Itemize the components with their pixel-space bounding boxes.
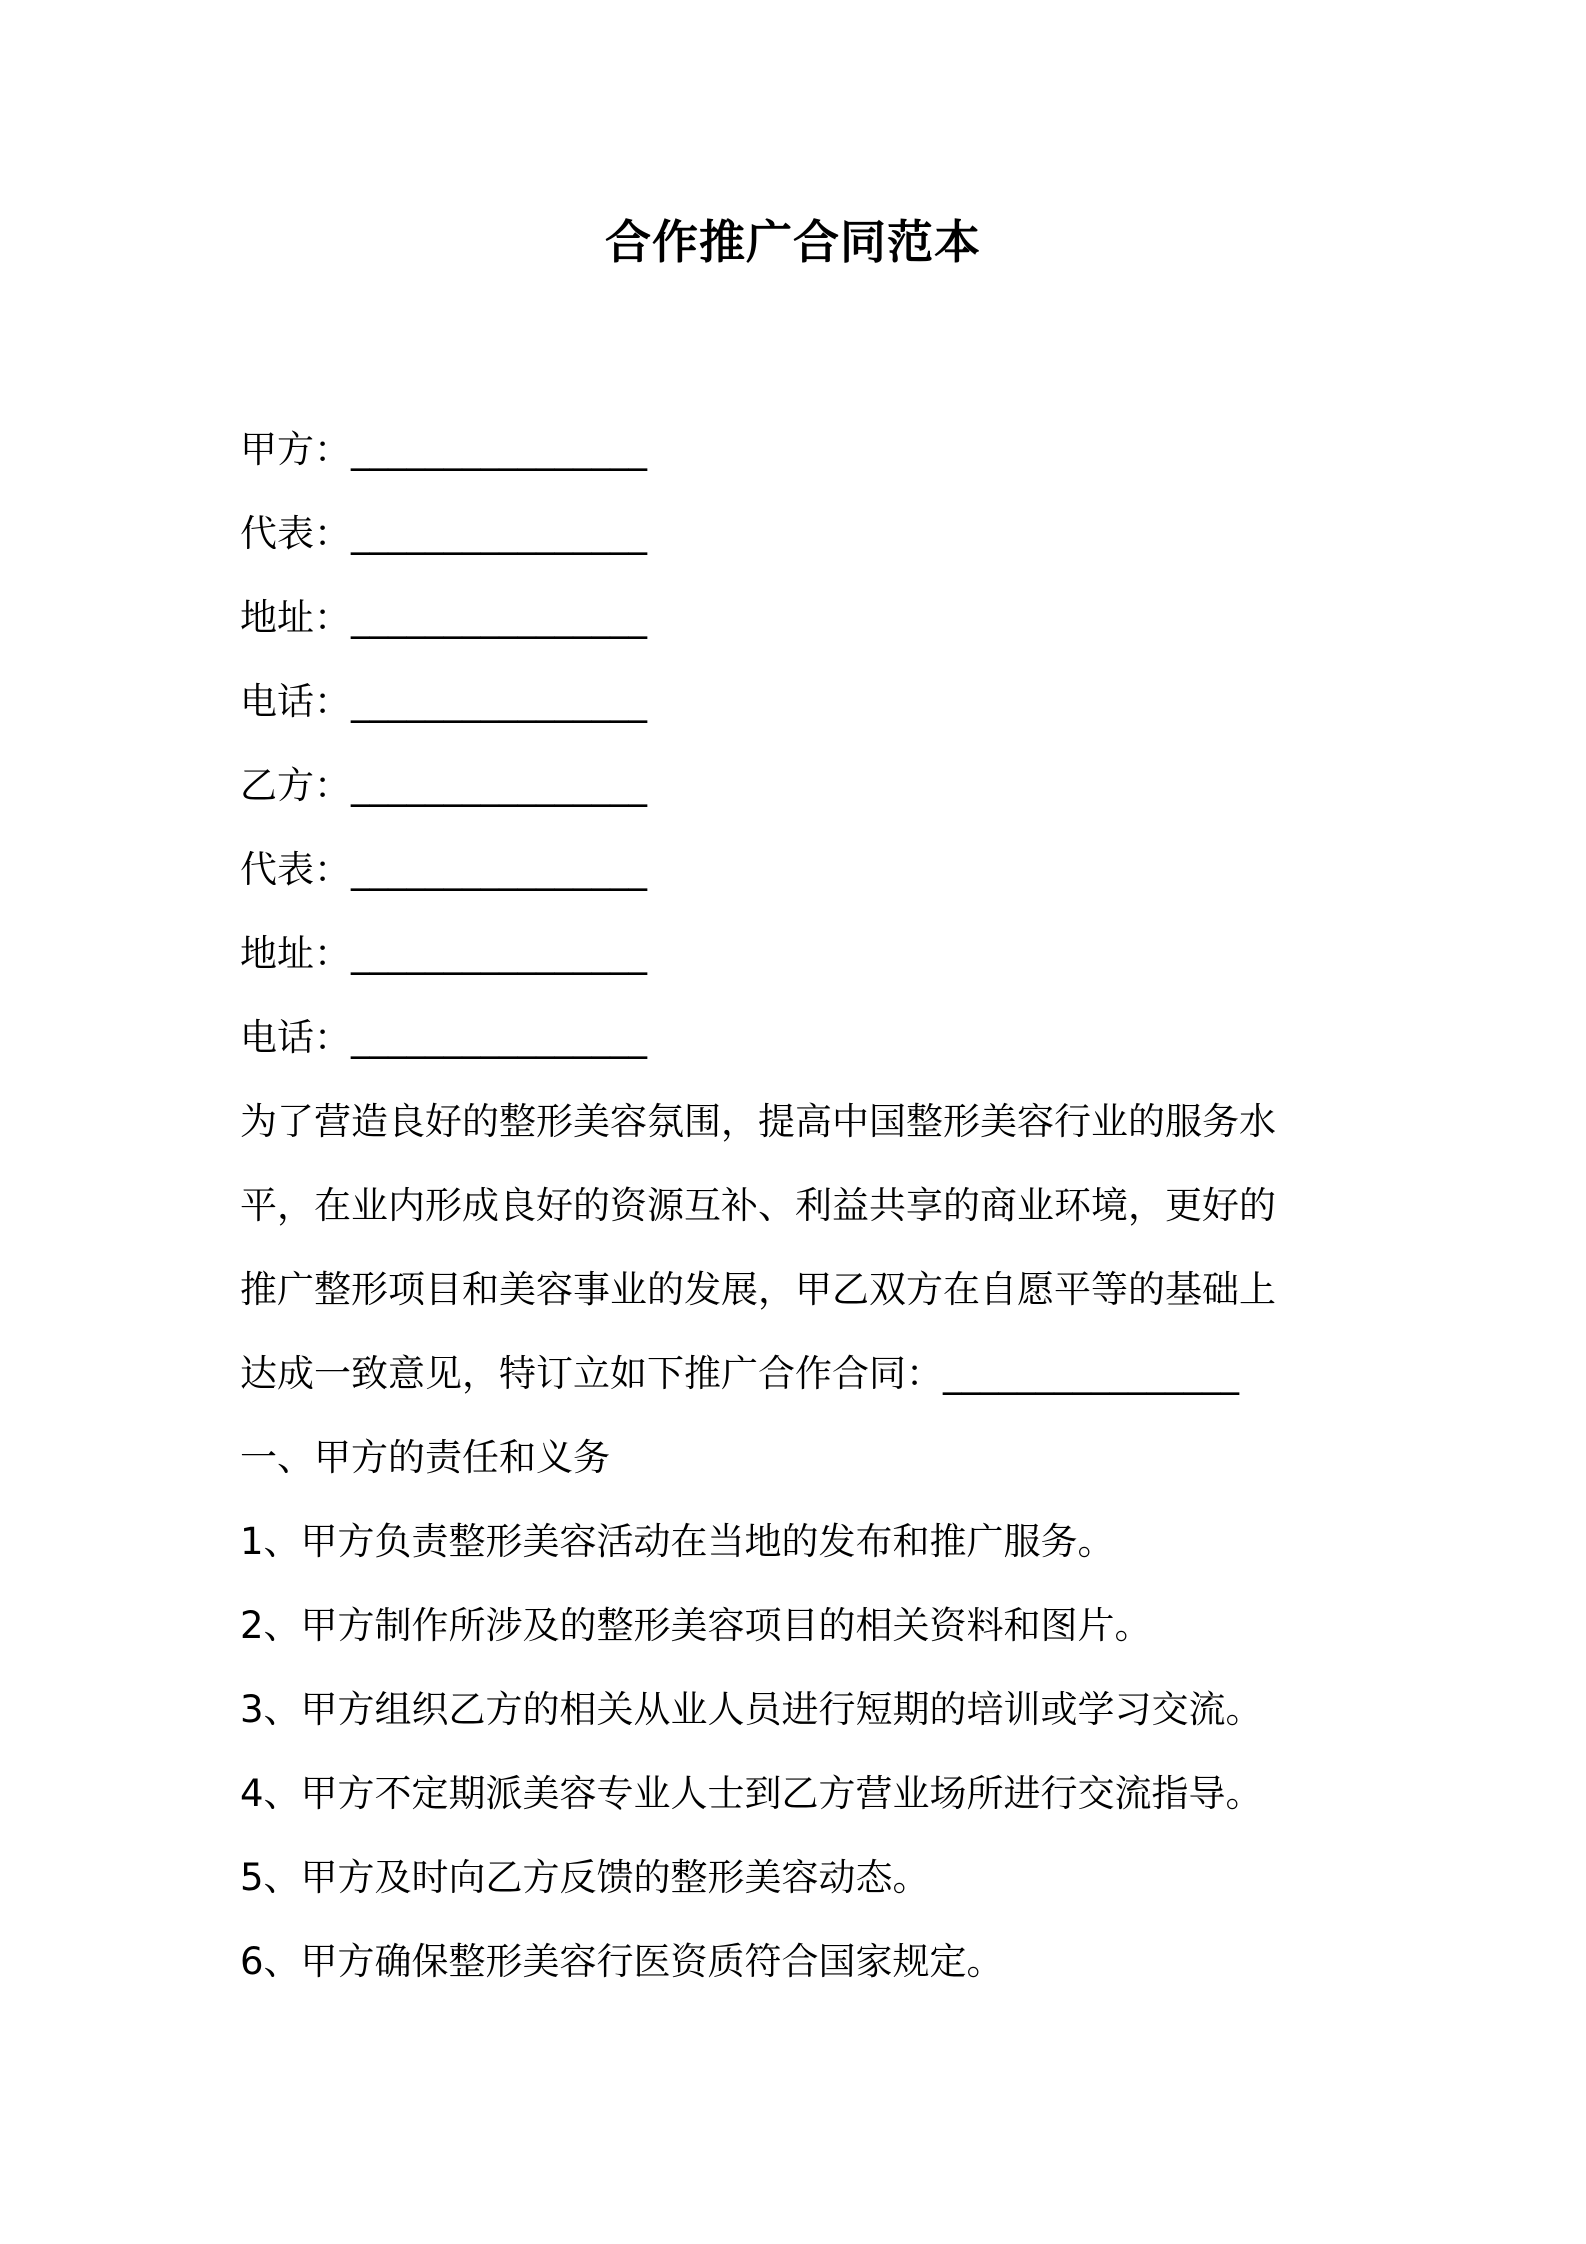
party-b-phone-field	[240, 996, 1360, 1080]
blank-line: ________________	[351, 512, 647, 555]
field-label: 地址：	[240, 932, 351, 975]
list-item: 5、甲方及时向乙方反馈的整形美容动态。	[240, 1856, 930, 1899]
field-label: 电话：	[240, 680, 351, 723]
list-item: 1、甲方负责整形美容活动在当地的发布和推广服务。	[240, 1520, 1115, 1563]
party-a-address-field	[240, 576, 1360, 660]
section-heading: 一、甲方的责任和义务	[240, 1436, 610, 1479]
list-item: 6、甲方确保整形美容行医资质符合国家规定。	[240, 1940, 1004, 1983]
field-label: 地址：	[240, 596, 351, 639]
party-b-representative-field	[240, 828, 1360, 912]
field-label: 甲方：	[240, 428, 351, 471]
document-title: 合作推广合同范本	[605, 215, 981, 269]
party-b-address-field	[240, 912, 1360, 996]
blank-line: ________________	[351, 848, 647, 891]
document-body	[240, 408, 1360, 2004]
intro-line: 平，在业内形成良好的资源互补、利益共享的商业环境，更好的	[240, 1184, 1276, 1227]
list-item: 2、甲方制作所涉及的整形美容项目的相关资料和图片。	[240, 1604, 1152, 1647]
intro-line-text: 达成一致意见，特订立如下推广合作合同：	[240, 1352, 943, 1395]
intro-line: 推广整形项目和美容事业的发展，甲乙双方在自愿平等的基础上	[240, 1268, 1276, 1311]
party-b-name-field	[240, 744, 1360, 828]
blank-line: ________________	[943, 1352, 1239, 1395]
blank-line: ________________	[351, 932, 647, 975]
field-label: 电话：	[240, 1016, 351, 1059]
list-item: 3、甲方组织乙方的相关从业人员进行短期的培训或学习交流。	[240, 1688, 1263, 1731]
blank-line: ________________	[351, 680, 647, 723]
field-label: 代表：	[240, 512, 351, 555]
field-label: 代表：	[240, 848, 351, 891]
party-a-name-field	[240, 408, 1360, 492]
party-a-representative-field	[240, 492, 1360, 576]
blank-line: ________________	[351, 428, 647, 471]
intro-line: 为了营造良好的整形美容氛围，提高中国整形美容行业的服务水	[240, 1100, 1276, 1143]
list-item: 4、甲方不定期派美容专业人士到乙方营业场所进行交流指导。	[240, 1772, 1263, 1815]
party-a-phone-field	[240, 660, 1360, 744]
intro-line-last	[240, 1332, 1360, 1416]
blank-line: ________________	[351, 1016, 647, 1059]
blank-line: ________________	[351, 764, 647, 807]
blank-line: ________________	[351, 596, 647, 639]
field-label: 乙方：	[240, 764, 351, 807]
